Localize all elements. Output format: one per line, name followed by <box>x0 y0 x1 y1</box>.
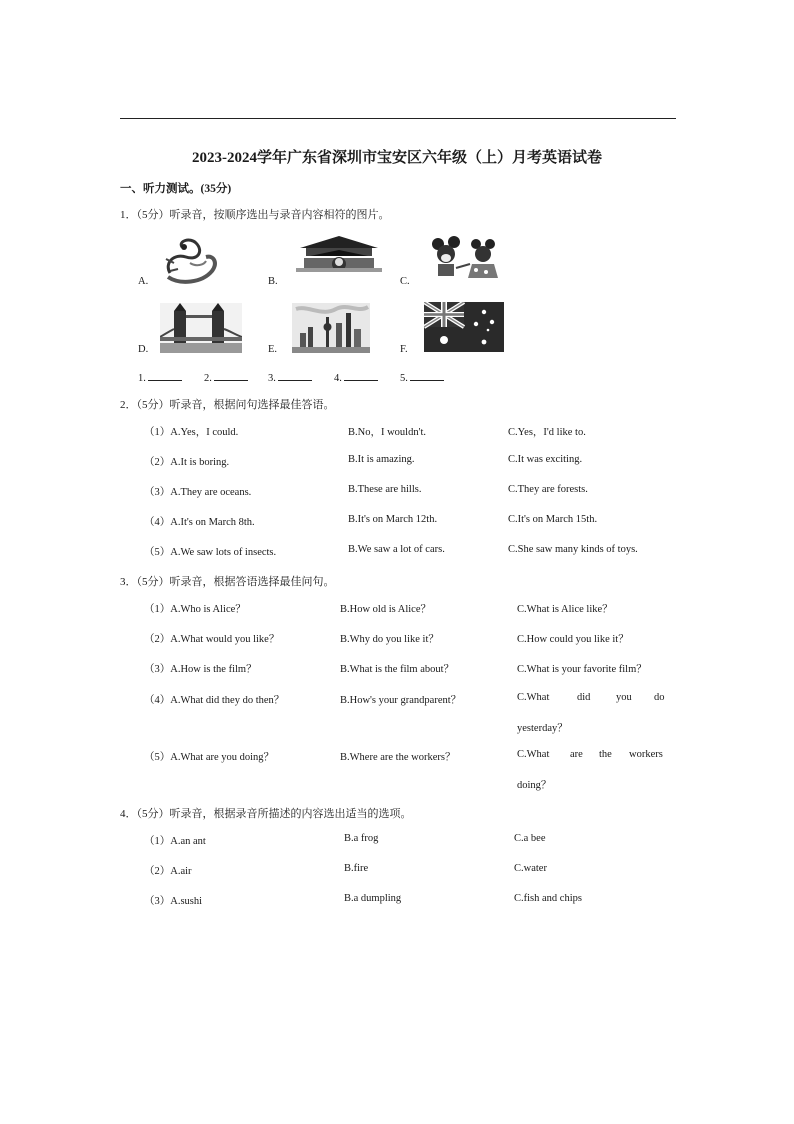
q2-5-option-c: C.She saw many kinds of toys. <box>508 544 638 555</box>
q3-1-option-b: B.How old is Alice？ <box>340 604 431 615</box>
q4-1-option-b: B.a frog <box>344 833 379 844</box>
q3-4-option-b: B.How's your grandparent？ <box>340 695 462 706</box>
q2-1-option-b: B.No，I wouldn't. <box>348 427 427 438</box>
question-1-prompt: 1．（5分）听录音，按顺序选出与录音内容相符的图片。 <box>120 209 390 221</box>
blank-5[interactable]: 5. <box>400 370 444 384</box>
tiananmen-icon <box>296 234 382 274</box>
option-label-c: C. <box>400 276 410 287</box>
q2-2-option-c: C.It was exciting. <box>508 454 583 465</box>
option-label-d: D. <box>138 344 149 355</box>
q3-1-option-c: C.What is Alice like？ <box>517 604 613 615</box>
q3-3-option-c: C.What is your favorite film？ <box>517 664 647 675</box>
option-label-a: A. <box>138 276 149 287</box>
q2-5-option-b: B.We saw a lot of cars. <box>348 544 445 555</box>
page-title: 2023-2024学年广东省深圳市宝安区六年级（上）月考英语试卷 <box>192 150 602 166</box>
blank-2[interactable]: 2. <box>204 370 248 384</box>
q4-3-option-c: C.fish and chips <box>514 893 582 904</box>
q2-3-option-c: C.They are forests. <box>508 484 588 495</box>
dragon-icon <box>160 233 222 287</box>
q2-3-option-b: B.These are hills. <box>348 484 422 495</box>
section-listening-heading: 一、听力测试。(35分) <box>120 183 232 195</box>
q3-3-option-a: （3）A.How is the film？ <box>144 664 257 675</box>
q4-2-option-a: （2）A.air <box>144 866 192 877</box>
q2-4-option-a: （4）A.It's on March 8th. <box>144 517 255 528</box>
option-label-b: B. <box>268 276 278 287</box>
q2-1-option-c: C.Yes，I'd like to. <box>508 427 586 438</box>
question-2-prompt: 2．（5分）听录音，根据问句选择最佳答语。 <box>120 399 335 411</box>
q3-2-option-b: B.Why do you like it？ <box>340 634 439 645</box>
q3-5-option-a: （5）A.What are you doing？ <box>144 752 275 763</box>
q4-3-option-a: （3）A.sushi <box>144 896 203 907</box>
q4-2-option-c: C.water <box>514 863 547 874</box>
city-skyline-icon <box>292 303 370 353</box>
australia-flag-icon <box>424 302 504 352</box>
option-label-e: E. <box>268 344 278 355</box>
q4-1-option-a: （1）A.an ant <box>144 836 206 847</box>
q3-3-option-b: B.What is the film about？ <box>340 664 455 675</box>
q3-2-option-a: （2）A.What would you like？ <box>144 634 280 645</box>
mickey-mouse-icon <box>424 234 502 282</box>
header-rule <box>120 118 676 119</box>
tower-bridge-icon <box>160 303 242 353</box>
option-label-f: F. <box>400 344 408 355</box>
blank-1[interactable]: 1. <box>138 370 182 384</box>
q3-1-option-a: （1）A.Who is Alice？ <box>144 604 246 615</box>
q4-3-option-b: B.a dumpling <box>344 893 402 904</box>
question-3-prompt: 3．（5分）听录音，根据答语选择最佳问句。 <box>120 576 335 588</box>
q2-2-option-a: （2）A.It is boring. <box>144 457 230 468</box>
q2-2-option-b: B.It is amazing. <box>348 454 415 465</box>
q2-4-option-b: B.It's on March 12th. <box>348 514 438 525</box>
question-4-prompt: 4．（5分）听录音，根据录音所描述的内容选出适当的选项。 <box>120 808 412 820</box>
q3-5-option-b: B.Where are the workers？ <box>340 752 456 763</box>
q2-1-option-a: （1）A.Yes，I could. <box>144 427 239 438</box>
q3-4-option-a: （4）A.What did they do then？ <box>144 695 285 706</box>
q2-4-option-c: C.It's on March 15th. <box>508 514 598 525</box>
q4-2-option-b: B.fire <box>344 863 369 874</box>
q2-5-option-a: （5）A.We saw lots of insects. <box>144 547 277 558</box>
blank-4[interactable]: 4. <box>334 370 378 384</box>
q2-3-option-a: （3）A.They are oceans. <box>144 487 252 498</box>
blank-3[interactable]: 3. <box>268 370 312 384</box>
q4-1-option-c: C.a bee <box>514 833 546 844</box>
q3-2-option-c: C.How could you like it？ <box>517 634 629 645</box>
